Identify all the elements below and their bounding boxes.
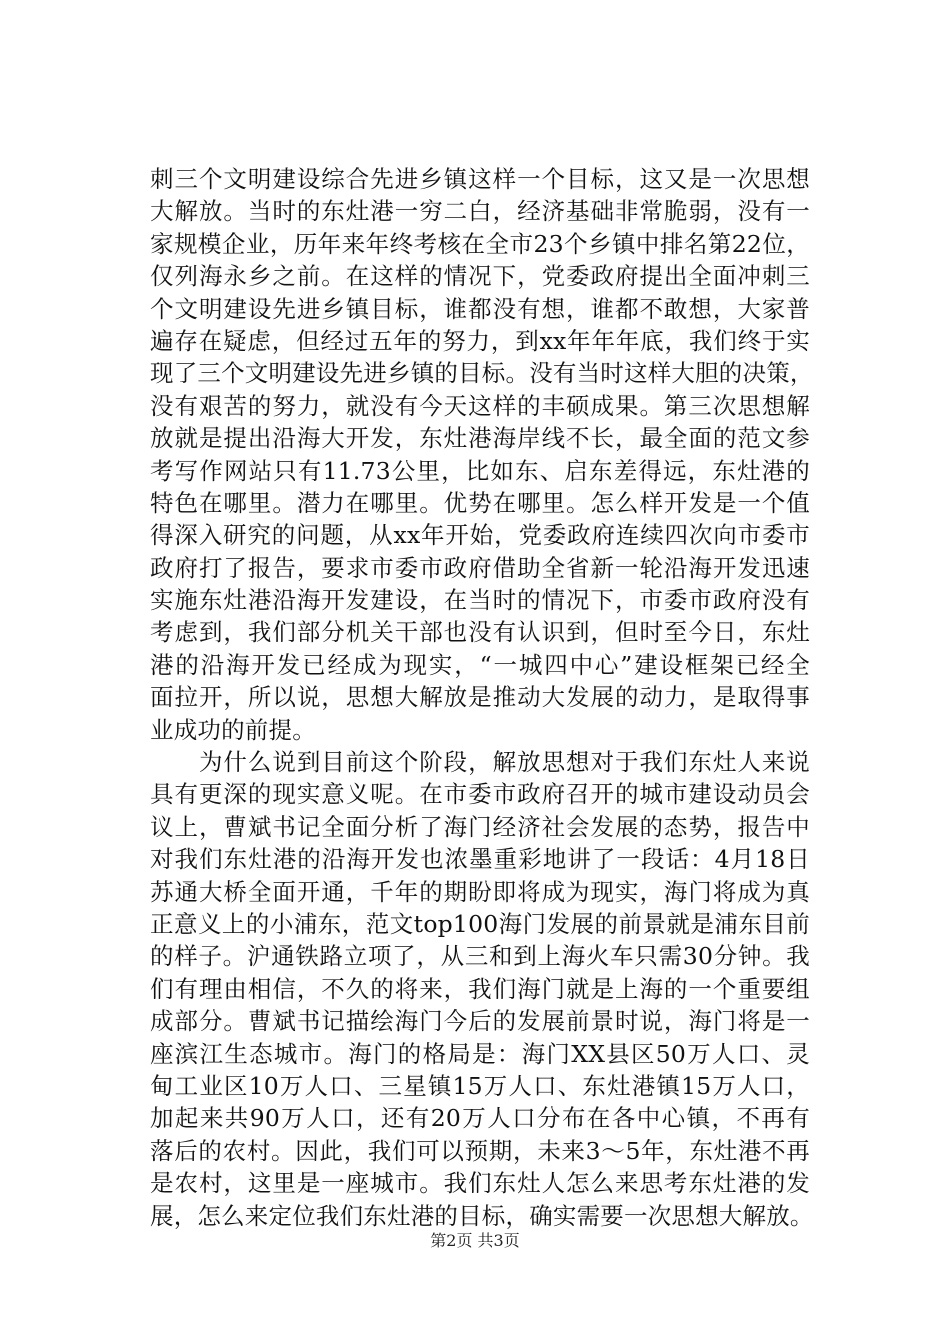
text-line: 座滨江生态城市。海门的格局是：海门XX县区50万人口、灵: [150, 1039, 810, 1068]
text-line: 具有更深的现实意义呢。在市委市政府召开的城市建设动员会: [150, 780, 810, 809]
page-footer: 第2页 共3页: [430, 1231, 520, 1250]
text-line: 为什么说到目前这个阶段，解放思想对于我们东灶人来说: [150, 748, 810, 777]
text-line: 港的沿海开发已经成为现实，“一城四中心”建设框架已经全: [150, 650, 810, 679]
text-line: 家规模企业，历年来年终考核在全市23个乡镇中排名第22位，: [150, 229, 810, 258]
text-line: 实施东灶港沿海开发建设，在当时的情况下，市委市政府没有: [150, 586, 810, 615]
text-line: 面拉开，所以说，思想大解放是推动大发展的动力，是取得事: [150, 683, 810, 712]
text-line: 议上，曹斌书记全面分析了海门经济社会发展的态势，报告中: [150, 812, 810, 841]
text-line: 加起来共90万人口，还有20万人口分布在各中心镇，不再有: [150, 1104, 810, 1133]
text-line: 展，怎么来定位我们东灶港的目标，确实需要一次思想大解放。: [150, 1201, 814, 1230]
text-line: 没有艰苦的努力，就没有今天这样的丰硕成果。第三次思想解: [150, 391, 810, 420]
text-line: 考虑到，我们部分机关干部也没有认识到，但时至今日，东灶: [150, 618, 810, 647]
text-line: 成部分。曹斌书记描绘海门今后的发展前景时说，海门将是一: [150, 1007, 810, 1036]
text-line: 甸工业区10万人口、三星镇15万人口、东灶港镇15万人口，: [150, 1071, 810, 1100]
text-line: 仅列海永乡之前。在这样的情况下，党委政府提出全面冲刺三: [150, 262, 810, 291]
text-line: 考写作网站只有11.73公里，比如东、启东差得远，东灶港的: [150, 456, 810, 485]
text-line: 得深入研究的问题，从xx年开始，党委政府连续四次向市委市: [150, 521, 810, 550]
text-line: 政府打了报告，要求市委市政府借助全省新一轮沿海开发迅速: [150, 553, 810, 582]
text-line: 遍存在疑虑，但经过五年的努力，到xx年年年底，我们终于实: [150, 326, 810, 355]
text-line: 个文明建设先进乡镇目标，谁都没有想，谁都不敢想，大家普: [150, 294, 810, 323]
text-line: 苏通大桥全面开通，千年的期盼即将成为现实，海门将成为真: [150, 877, 810, 906]
text-line: 刺三个文明建设综合先进乡镇这样一个目标，这又是一次思想: [150, 165, 810, 193]
document-body: [150, 163, 814, 1232]
text-line: 是农村，这里是一座城市。我们东灶人怎么来思考东灶港的发: [150, 1169, 810, 1198]
text-line: 业成功的前提。: [150, 715, 316, 744]
text-line: 特色在哪里。潜力在哪里。优势在哪里。怎么样开发是一个值: [150, 488, 810, 517]
text-line: 落后的农村。因此，我们可以预期，未来3～5年，东灶港不再: [150, 1136, 810, 1165]
text-line: 对我们东灶港的沿海开发也浓墨重彩地讲了一段话：4月18日: [150, 845, 810, 874]
text-line: 现了三个文明建设先进乡镇的目标。没有当时这样大胆的决策，: [150, 359, 814, 388]
text-line: 的样子。沪通铁路立项了，从三和到上海火车只需30分钟。我: [150, 942, 810, 971]
text-line: 放就是提出沿海大开发，东灶港海岸线不长，最全面的范文参: [150, 424, 810, 453]
text-line: 大解放。当时的东灶港一穷二白，经济基础非常脆弱，没有一: [150, 197, 810, 226]
text-line: 们有理由相信，不久的将来，我们海门就是上海的一个重要组: [150, 974, 810, 1003]
text-line: 正意义上的小浦东，范文top100海门发展的前景就是浦东目前: [150, 909, 810, 938]
